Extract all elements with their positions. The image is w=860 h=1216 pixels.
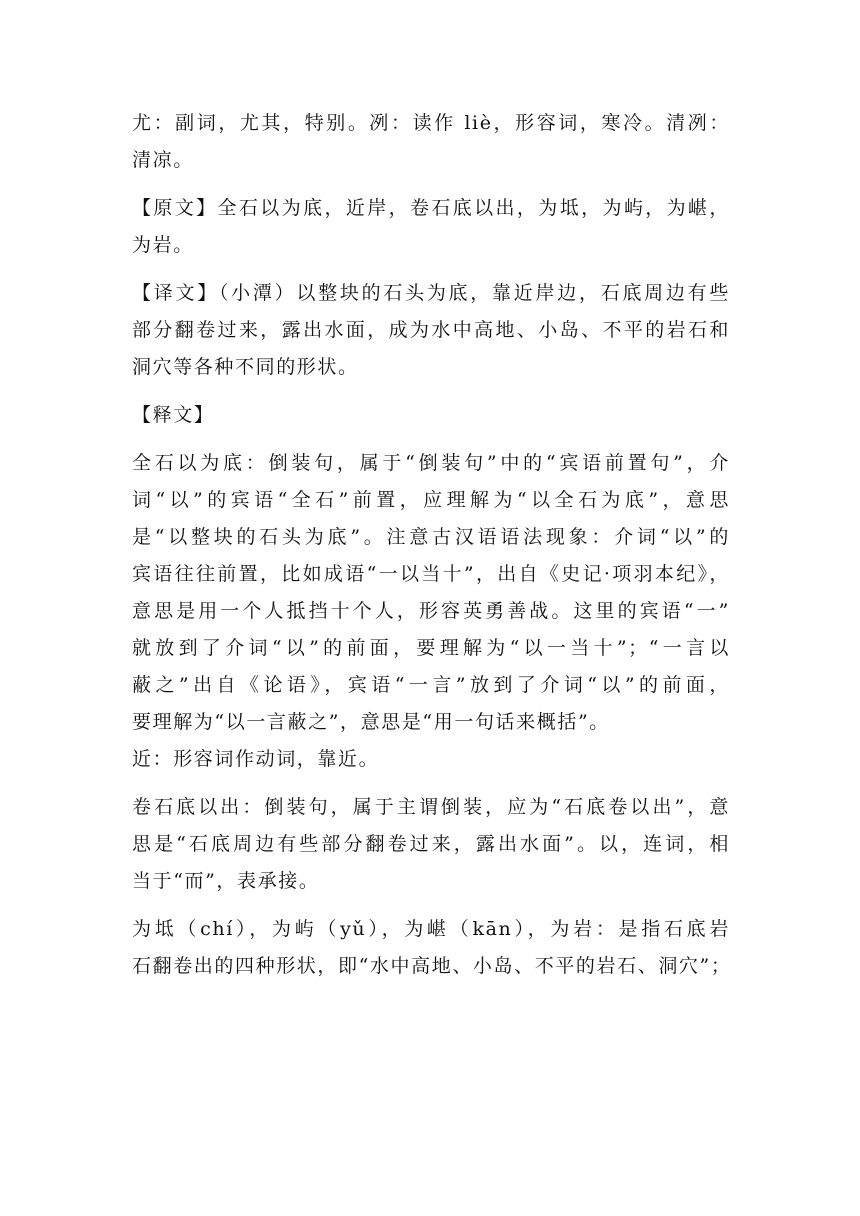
text-line-18: 卷石底以出：倒装句，属于主谓倒装，应为“石底卷以出”，意 [132,796,730,818]
text-line-9: 全石以为底：倒装句，属于“倒装句”中的“宾语前置句”，介 [132,452,730,474]
text-line-21: 为坻（chí），为屿（yǔ），为嵁（kān），为岩：是指石底岩 [132,918,730,940]
section-heading: 【释文】 [132,404,215,426]
text-line-13: 意思是用一个人抵挡十个人，形容英勇善战。这里的宾语“一” [132,600,730,622]
text-line-14: 就放到了介词“以”的前面，要理解为“以一当十”；“一言以 [132,637,730,659]
text-line-1: 尤：副词，尤其，特别。冽：读作 liè，形容词，寒冷。清冽： [132,112,730,134]
text-line-10: 词“以”的宾语“全石”前置，应理解为“以全石为底”，意思 [132,489,730,511]
text-line-4: 为岩。 [132,234,194,256]
document-page [132,112,730,992]
text-line-11: 是“以整块的石头为底”。注意古汉语语法现象：介词“以”的 [132,526,730,548]
text-line-6: 部分翻卷过来，露出水面，成为水中高地、小岛、不平的岩石和 [132,319,730,341]
text-line-15: 蔽之”出自《论语》，宾语“一言”放到了介词“以”的前面， [132,674,730,696]
text-line-17: 近：形容词作动词，靠近。 [132,748,380,770]
text-line-12: 宾语往往前置，比如成语“一以当十”，出自《史记·项羽本纪》， [132,563,730,585]
text-line-7: 洞穴等各种不同的形状。 [132,356,359,378]
text-line-2: 清凉。 [132,149,194,171]
text-line-5: 【译文】（小潭）以整块的石头为底，靠近岸边，石底周边有些 [132,282,730,304]
text-line-20: 当于“而”，表承接。 [132,870,320,892]
text-line-3: 【原文】全石以为底，近岸，卷石底以出，为坻，为屿，为嵁， [132,197,730,219]
text-line-19: 思是“石底周边有些部分翻卷过来，露出水面”。以，连词，相 [132,833,730,855]
text-line-22: 石翻卷出的四种形状，即“水中高地、小岛、不平的岩石、洞穴”； [132,955,732,977]
text-line-16: 要理解为“以一言蔽之”，意思是“用一句话来概括”。 [132,711,610,733]
